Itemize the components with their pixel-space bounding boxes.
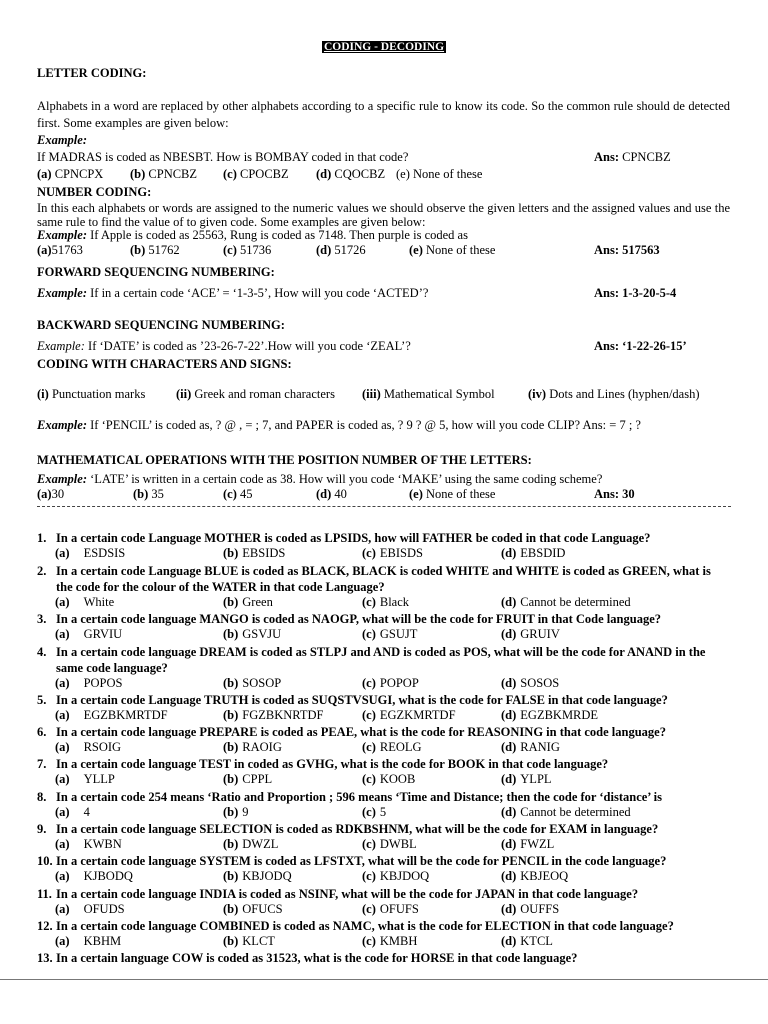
option-label: (b) [223, 676, 239, 690]
option-label: (c) [362, 627, 376, 641]
question-number: 2. [37, 564, 47, 578]
answer-option [223, 869, 292, 884]
option-text: 30 [51, 487, 65, 501]
question-text [37, 821, 730, 837]
question-text [37, 611, 730, 627]
answer-option [362, 595, 409, 610]
option-text: CPOCBZ [240, 167, 289, 181]
answer-option [501, 934, 553, 949]
option-label: (d) [316, 487, 332, 501]
answer-option [501, 546, 565, 561]
item-label: (ii) [176, 387, 192, 401]
option-label: (d) [501, 708, 517, 722]
option-label: (a) [55, 676, 70, 690]
answer-option [362, 772, 415, 787]
option-label: (c) [223, 243, 237, 257]
option-label: (c) [362, 595, 376, 609]
item-label: (i) [37, 387, 49, 401]
number-opt-a [37, 243, 83, 258]
option-label: (d) [501, 676, 517, 690]
question-number: 7. [37, 757, 47, 771]
example-question: If Apple is coded as 25563, Rung is coded as 7148. Then purple is coded as [90, 228, 468, 242]
answer-option [223, 546, 285, 561]
letter-opt-a [37, 167, 103, 182]
option-text: 5 [379, 805, 387, 819]
answer-option [223, 676, 281, 691]
question-text [37, 644, 730, 676]
option-label: (c) [362, 934, 376, 948]
question-number: 3. [37, 612, 47, 626]
option-label: (b) [223, 902, 239, 916]
answer-option [362, 546, 423, 561]
characters-item-3 [362, 387, 495, 402]
option-text: OUFFS [520, 902, 560, 916]
option-label: (a) [55, 546, 70, 560]
example-label: Example: [37, 339, 85, 353]
answer-option [55, 772, 115, 787]
question-number: 8. [37, 790, 47, 804]
math-opt-e [409, 487, 495, 502]
option-text: 4 [83, 805, 90, 819]
option-text: KTCL [520, 934, 553, 948]
option-label: (a) [55, 708, 70, 722]
option-label: (d) [316, 167, 332, 181]
option-text: YLPL [520, 772, 552, 786]
item-text: Mathematical Symbol [383, 387, 495, 401]
letter-opt-d [316, 167, 385, 182]
letter-coding-intro: Alphabets in a word are replaced by other alphabets according to a specific rule to know its code. So the common rule should de detected first. Some examples are given below: [37, 99, 730, 130]
option-text: KBJEOQ [520, 869, 569, 883]
characters-example [37, 418, 730, 433]
answer-option [223, 805, 249, 820]
option-text: CPPL [242, 772, 273, 786]
option-text: SOSOP [242, 676, 282, 690]
option-text: 51726 [334, 243, 366, 257]
option-label: (c) [223, 487, 237, 501]
option-text: SOSOS [520, 676, 560, 690]
option-label: (b) [223, 805, 239, 819]
answer-option [223, 595, 273, 610]
option-text: GRUIV [520, 627, 560, 641]
example-label: Example: [37, 228, 87, 242]
option-label: (c) [362, 805, 376, 819]
number-opt-c [223, 243, 271, 258]
option-text: 51736 [240, 243, 272, 257]
option-label: (d) [501, 934, 517, 948]
option-text: EGZBKMRTDF [83, 708, 168, 722]
math-opt-c [223, 487, 253, 502]
option-label: (a) [55, 805, 70, 819]
option-label: (a) [37, 167, 52, 181]
option-label: (d) [501, 740, 517, 754]
number-coding-example [37, 228, 730, 243]
number-opt-e [409, 243, 495, 258]
question-number: 6. [37, 725, 47, 739]
question-number: 13. [37, 951, 53, 965]
answer-option [362, 934, 417, 949]
option-text: DWZL [242, 837, 279, 851]
option-label: (d) [316, 243, 332, 257]
example-question: If ‘DATE’ is coded as ’23-26-7-22’.How will you code ‘ZEAL’? [88, 339, 411, 353]
answer-option [223, 740, 282, 755]
option-text: Cannot be determined [520, 595, 631, 609]
characters-heading: CODING WITH CHARACTERS AND SIGNS: [37, 357, 292, 371]
option-label: (c) [362, 869, 376, 883]
option-text: None of these [426, 243, 496, 257]
number-coding-heading: NUMBER CODING: [37, 185, 152, 199]
option-text: KBJODQ [242, 869, 292, 883]
section-divider [37, 506, 731, 507]
option-text: RSOIG [83, 740, 122, 754]
option-text: KJBODQ [83, 869, 133, 883]
option-text: Green [242, 595, 273, 609]
answer-option [501, 902, 559, 917]
question-text [37, 756, 730, 772]
item-text: Punctuation marks [51, 387, 146, 401]
answer-option [223, 772, 272, 787]
answer-value: CPNCBZ [622, 150, 671, 164]
option-text: DWBL [379, 837, 417, 851]
option-text: 45 [240, 487, 253, 501]
item-label: (iii) [362, 387, 381, 401]
option-text: KBHM [83, 934, 122, 948]
option-label: (c) [362, 772, 376, 786]
option-text: 35 [151, 487, 164, 501]
forward-heading: FORWARD SEQUENCING NUMBERING: [37, 265, 275, 279]
answer-option [55, 934, 121, 949]
option-label: (c) [362, 837, 376, 851]
option-label: (a) [55, 869, 70, 883]
answer-option [501, 869, 568, 884]
option-label: (b) [223, 837, 239, 851]
option-label: (a) [55, 902, 70, 916]
option-text: FWZL [520, 837, 555, 851]
answer-option [55, 595, 114, 610]
option-text: EBSIDS [242, 546, 286, 560]
option-text: GSVJU [242, 627, 282, 641]
answer-option [223, 934, 275, 949]
letter-coding-heading: LETTER CODING: [37, 66, 147, 80]
answer-option [501, 676, 559, 691]
question-number: 4. [37, 645, 47, 659]
option-text: OFUFS [379, 902, 419, 916]
answer-option [55, 837, 122, 852]
characters-item-4 [528, 387, 700, 402]
answer-option [223, 627, 281, 642]
option-text: EGZKMRTDF [379, 708, 456, 722]
question-body: In a certain code language DREAM is coded as STLPJ and AND is coded as POS, what will be the code for ANAND in the same code language? [56, 645, 706, 675]
letter-coding-question: If MADRAS is coded as NBESBT. How is BOMBAY coded in that code? [37, 150, 409, 164]
option-label: (c) [362, 546, 376, 560]
answer-label: Ans: [594, 150, 620, 164]
number-coding-intro: In this each alphabets or words are assigned to the numeric values we should observe the given letters and the assigned values and use the same rule to find the value of to given code. Some examples are given below: [37, 201, 730, 229]
option-text: GRVIU [83, 627, 123, 641]
question-text [37, 789, 730, 805]
question-body: In a certain code Language BLUE is coded as BLACK, BLACK is coded WHITE and WHITE is coded as GREEN, what is the code for the colour of the WATER in that code Language? [56, 564, 711, 594]
option-text: Black [379, 595, 410, 609]
example-question: ‘LATE’ is written in a certain code as 38. How will you code ‘MAKE’ using the same coding scheme? [90, 472, 603, 486]
option-text: KMBH [379, 934, 418, 948]
page-title-wrap [0, 39, 768, 54]
item-label: (iv) [528, 387, 547, 401]
option-label: (d) [501, 837, 517, 851]
question-number: 11. [37, 887, 52, 901]
option-label: (b) [223, 772, 239, 786]
option-label: (d) [501, 595, 517, 609]
answer-option [362, 837, 417, 852]
option-label: (d) [501, 772, 517, 786]
math-ops-answer: Ans: 30 [594, 487, 635, 501]
option-text: 40 [334, 487, 347, 501]
question-text [37, 853, 730, 869]
question-text [37, 886, 730, 902]
option-text: None of these [426, 487, 496, 501]
math-opt-a [37, 487, 64, 502]
option-text: 51763 [51, 243, 83, 257]
option-label: (a) [37, 243, 52, 257]
option-text: REOLG [379, 740, 422, 754]
option-label: (c) [362, 676, 376, 690]
option-label: (a) [55, 934, 70, 948]
option-text: KBJDOQ [379, 869, 430, 883]
backward-heading: BACKWARD SEQUENCING NUMBERING: [37, 318, 285, 332]
question-body: In a certain code 254 means ‘Ratio and Proportion ; 596 means ‘Time and Distance; then the code for ‘distance’ is [56, 790, 662, 804]
number-opt-d [316, 243, 366, 258]
math-ops-example [37, 472, 730, 487]
option-text: KWBN [83, 837, 122, 851]
letter-opt-c [223, 167, 289, 182]
answer-option [223, 708, 324, 723]
option-label: (a) [55, 740, 70, 754]
option-label: (d) [501, 869, 517, 883]
answer-option [55, 805, 90, 820]
answer-option [501, 805, 631, 820]
question-body: In a certain code language SELECTION is coded as RDKBSHNM, what will be the code for EXAM in language? [56, 822, 659, 836]
answer-option [55, 869, 133, 884]
backward-answer: Ans: ‘1-22-26-15’ [594, 339, 687, 353]
forward-answer: Ans: 1-3-20-5-4 [594, 286, 677, 300]
answer-option [362, 902, 419, 917]
page-title: CODING - DECODING [323, 41, 445, 53]
question-body: In a certain code Language MOTHER is coded as LPSIDS, how will FATHER be coded in that code Language? [56, 531, 651, 545]
option-text: ESDSIS [83, 546, 126, 560]
option-label: (d) [501, 805, 517, 819]
option-label: (b) [223, 869, 239, 883]
question-body: In a certain code language SYSTEM is coded as LFSTXT, what will be the code for PENCIL in the code language? [56, 854, 667, 868]
option-label: (a) [55, 772, 70, 786]
option-text: KLCT [242, 934, 275, 948]
option-text: Cannot be determined [520, 805, 631, 819]
question-body: In a certain code language TEST in coded as GVHG, what is the code for BOOK in that code language? [56, 757, 609, 771]
option-text: RAOIG [242, 740, 282, 754]
option-text: EBSDID [520, 546, 566, 560]
characters-item-1 [37, 387, 145, 402]
option-text: RANIG [520, 740, 560, 754]
question-body: In a certain code language MANGO is coded as NAOGP, what will be the code for FRUIT in that Code language? [56, 612, 661, 626]
option-label: (c) [362, 708, 376, 722]
option-text: POPOP [379, 676, 419, 690]
answer-option [55, 740, 121, 755]
option-label: (a) [55, 595, 70, 609]
question-body: In a certain code language PREPARE is coded as PEAE, what is the code for REASONING in that code language? [56, 725, 666, 739]
answer-option [223, 902, 283, 917]
option-label: (b) [130, 167, 146, 181]
option-text: CPNCPX [54, 167, 104, 181]
option-text: GSUJT [379, 627, 418, 641]
option-text: OFUCS [242, 902, 283, 916]
answer-option [362, 708, 456, 723]
math-opt-d [316, 487, 347, 502]
option-label: (b) [133, 487, 149, 501]
option-text: FGZBKNRTDF [242, 708, 324, 722]
option-label: (b) [130, 243, 146, 257]
option-text: EBISDS [379, 546, 423, 560]
option-label: (a) [55, 627, 70, 641]
question-number: 10. [37, 854, 53, 868]
option-label: (e) [409, 487, 423, 501]
option-text: White [83, 595, 115, 609]
option-text: OFUDS [83, 902, 125, 916]
option-text: EGZBKMRDE [520, 708, 599, 722]
answer-option [501, 837, 554, 852]
answer-option [55, 676, 123, 691]
characters-item-2 [176, 387, 335, 402]
option-label: (c) [223, 167, 237, 181]
letter-opt-e: (e) None of these [396, 167, 483, 181]
answer-option [55, 902, 125, 917]
option-text: 9 [242, 805, 249, 819]
letter-coding-example-label: Example: [37, 133, 87, 147]
question-text [37, 563, 730, 595]
example-label: Example: [37, 286, 87, 300]
option-text: YLLP [83, 772, 115, 786]
option-label: (b) [223, 708, 239, 722]
answer-option [501, 595, 631, 610]
answer-option [362, 805, 386, 820]
item-text: Greek and roman characters [194, 387, 335, 401]
option-label: (c) [362, 902, 376, 916]
question-number: 1. [37, 531, 47, 545]
option-label: (b) [223, 740, 239, 754]
option-label: (b) [223, 546, 239, 560]
option-label: (c) [362, 740, 376, 754]
option-label: (e) [409, 243, 423, 257]
example-label: Example: [37, 472, 87, 486]
answer-option [362, 869, 429, 884]
question-number: 5. [37, 693, 47, 707]
option-text: CPNCBZ [148, 167, 198, 181]
answer-option [501, 772, 552, 787]
number-opt-b [130, 243, 180, 258]
example-question: If ‘PENCIL’ is coded as, ? @ , = ; 7, and PAPER is coded as, ? 9 ? @ 5, how will you code CLIP? Ans: = 7 ; ? [90, 418, 641, 432]
option-text: CQOCBZ [334, 167, 386, 181]
answer-option [501, 627, 560, 642]
answer-option [55, 546, 125, 561]
question-number: 9. [37, 822, 47, 836]
question-text [37, 724, 730, 740]
page-bottom-rule [0, 979, 768, 980]
option-label: (b) [223, 627, 239, 641]
option-label: (b) [223, 934, 239, 948]
example-label: Example: [37, 418, 87, 432]
answer-option [55, 708, 168, 723]
answer-option [362, 627, 417, 642]
question-body: In a certain code Language TRUTH is coded as SUQSTVSUGI, what is the code for FALSE in that code language? [56, 693, 668, 707]
math-opt-b [133, 487, 164, 502]
answer-option [501, 740, 560, 755]
option-label: (d) [501, 546, 517, 560]
option-text: POPOS [83, 676, 123, 690]
question-text [37, 692, 730, 708]
question-text [37, 530, 730, 546]
question-body: In a certain language COW is coded as 31523, what is the code for HORSE in that code language? [56, 951, 578, 965]
question-body: In a certain code language COMBINED is coded as NAMC, what is the code for ELECTION in that code language? [56, 919, 674, 933]
option-label: (a) [55, 837, 70, 851]
number-coding-answer: Ans: 517563 [594, 243, 660, 257]
option-label: (d) [501, 902, 517, 916]
answer-option [362, 740, 422, 755]
question-text [37, 918, 730, 934]
answer-option [362, 676, 419, 691]
math-ops-heading: MATHEMATICAL OPERATIONS WITH THE POSITION NUMBER OF THE LETTERS: [37, 453, 532, 467]
answer-option [501, 708, 598, 723]
option-text: KOOB [379, 772, 416, 786]
answer-option [223, 837, 278, 852]
option-text: 51762 [148, 243, 180, 257]
option-label: (a) [37, 487, 52, 501]
example-question: If in a certain code ‘ACE’ = ‘1-3-5’, How will you code ‘ACTED’? [90, 286, 429, 300]
question-body: In a certain code language INDIA is coded as NSINF, what will be the code for JAPAN in that code language? [56, 887, 639, 901]
option-label: (d) [501, 627, 517, 641]
question-number: 12. [37, 919, 53, 933]
option-label: (b) [223, 595, 239, 609]
item-text: Dots and Lines (hyphen/dash) [549, 387, 700, 401]
question-text [37, 950, 730, 966]
letter-opt-b [130, 167, 197, 182]
answer-option [55, 627, 122, 642]
letter-coding-answer [594, 150, 671, 165]
